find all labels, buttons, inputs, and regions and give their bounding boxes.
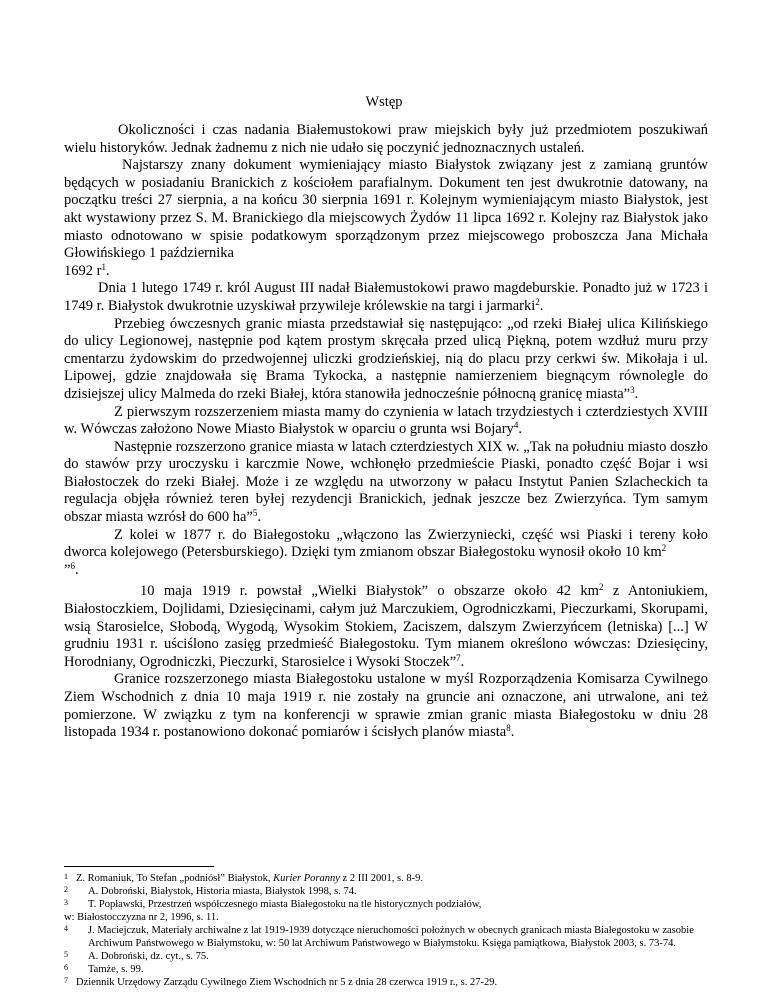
footnote-text: z 2 III 2001, s. 8-9. — [339, 873, 424, 884]
footnote-number: 4 — [64, 924, 68, 933]
footnote — [64, 872, 708, 885]
footnotes — [64, 872, 708, 989]
footnote-text: w: Białostocczyzna nr 2, 1996, s. 11. — [64, 912, 219, 923]
footnote-continuation — [64, 911, 708, 924]
footnote-number: 7 — [64, 976, 68, 985]
paragraph-text: Najstarszy znany dokument wymieniający miasto Białystok związany jest z zamianą gruntów będących w posiadaniu Branickich z kościołem parafialnym. Dokument ten jest dwukrotnie datowany, na początku treści 27 sierpnia, a na końcu 30 sierpnia 1691 r. Kolejnym wymieniającym miasto Białystok, jest akt wystawiony przez S. M. Branickiego dla miejscowych Żydów 11 lipca 1692 r. Kolejny raz Białystok jako miasto odnotowano w spisie podatkowym sporządzonym przez miejscowego proboszcza Jana Michała Głowińskiego 1 października — [64, 157, 708, 262]
superscript: 2 — [598, 582, 604, 593]
paragraph — [64, 122, 708, 157]
paragraph — [64, 439, 708, 527]
footnote-ref: 5 — [252, 508, 258, 519]
paragraph-text: . — [510, 724, 515, 741]
paragraph-text: . — [460, 653, 465, 670]
paragraph-text: Granice rozszerzonego miasta Białegostoku ustalone w myśl Rozporządzenia Komisarza Cywilnego Ziem Wschodnich z dnia 10 maja 1919 r. nie zostały na gruncie ani oznaczone, ani utrwalone, ani też pomierzone. W związku z tym na konferencji w sprawie zmian granic miasta Białegostoku w dniu 28 listopada 1934 r. postanowiono dokonać pomiarów i ścisłych planów miasta — [64, 671, 708, 741]
paragraph-text: Dnia 1 lutego 1749 r. król August III nadał Białemustokowi prawo magdeburskie. Ponadto już w 1723 i 1749 r. Białystok dwukrotnie uzyskiwał przywileje królewskie na targi i jarmarki — [64, 280, 708, 314]
paragraph-text: 1692 r — [64, 262, 102, 279]
paragraph — [64, 583, 708, 671]
footnote — [64, 924, 708, 950]
paragraph-text: . — [634, 385, 639, 402]
footnote-text: A. Dobroński, dz. cyt., s. 75. — [88, 951, 209, 962]
paragraph-text: . — [257, 509, 261, 526]
footnote-number: 3 — [64, 898, 68, 907]
footnote-ref: 1 — [101, 261, 106, 272]
footnote-ref: 2 — [535, 296, 540, 307]
paragraph — [64, 316, 708, 404]
paragraph-text: Z kolei w 1877 r. do Białegostoku „włączono las Zwierzyniecki, część wsi Piaski i tereny koło dworca kolejowego (Petersburskiego). Dzięki tym zmianom obszar Białegostoku wynosił około 10 km — [64, 526, 708, 561]
footnote-text: Tamże, s. 99. — [88, 964, 144, 975]
footnote-divider — [64, 866, 214, 867]
paragraph — [64, 404, 708, 439]
paragraph — [64, 671, 708, 741]
footnote-ref: 8 — [506, 723, 511, 734]
footnote-number: 6 — [64, 963, 68, 972]
footnote-ref: 7 — [456, 652, 461, 663]
paragraph — [64, 157, 708, 280]
paragraph-text: . — [105, 262, 110, 279]
footnote — [64, 976, 708, 989]
footnote-number: 1 — [64, 872, 68, 881]
footnote-italic-text: Kurier Poranny — [273, 873, 340, 884]
paragraph-text: . — [539, 297, 544, 314]
footnote-ref: 4 — [513, 420, 519, 431]
footnote-text: T. Popławski, Przestrzeń współczesnego miasta Białegostoku na tle historycznych podziałów, — [88, 899, 482, 910]
footnote-text: Dziennik Urzędowy Zarządu Cywilnego Ziem Wschodnich nr 5 z dnia 28 czerwca 1919 r., s. 27-29. — [76, 977, 498, 988]
paragraph-text: 10 maja 1919 r. powstał „Wielki Białystok” o obszarze około 42 km — [140, 583, 599, 600]
paragraph-text: . — [518, 421, 522, 438]
footnote-text: A. Dobroński, Białystok, Historia miasta, Białystok 1998, s. 74. — [88, 886, 357, 897]
footnote-text: J. Maciejczuk, Materiały archiwalne z lat 1919-1939 dotyczące nieruchomości położnych w obecnych granicach miasta Białegostoku w zasobie Archiwum Państwowego w Białymstoku, w: 50 lat Archiwum Państwowego w Białymstoku. Księga pamiątkowa, Białystok 2003, s. 73-74. — [88, 925, 694, 949]
footnote — [64, 898, 708, 911]
footnote-number: 2 — [64, 885, 68, 894]
footnote — [64, 885, 708, 898]
superscript: 2 — [661, 543, 667, 554]
paragraph — [64, 280, 708, 315]
footnote-ref: 3 — [630, 384, 635, 395]
footnote — [64, 950, 708, 963]
footnote — [64, 963, 708, 976]
paragraph-text: Przebieg ówczesnych granic miasta przedstawiał się następująco: „od rzeki Białej ulica Kilińskiego do ulicy Legionowej, następnie pod kątem prostym skręcała przed ulicą Piękną, potem wzdłuż muru przy cmentarzu żydowskim do przedwojennej uliczki grodzieńskiej, nią do placu przy cerkwi św. Mikołaja i ul. Lipowej, gdzie znajdowała się Brama Tykocka, a następnie namierzeniem biegnącym równolegle do dzisiejszej ulicy Malmeda do rzeki Białej, która stanowiła jednocześnie północną granicę miasta” — [64, 315, 708, 402]
page-title: Wstęp — [365, 94, 403, 110]
paragraph-text: Okoliczności i czas nadania Białemustokowi praw miejskich były już przedmiotem poszukiwań wielu historyków. Jednak żadnemu z nich nie udało się poczynić jednoznacznych ustaleń. — [64, 122, 708, 156]
paragraph-text: ” — [64, 561, 71, 578]
footnote-ref: 6 — [70, 560, 75, 571]
footnote-text: Z. Romaniuk, To Stefan „podniósł” Białystok, — [76, 873, 274, 884]
paragraph-text: z Antoniukiem, Białostoczkiem, Dojlidami, Dziesięcinami, całym już Marczukiem, Ogrodniczkami, Pieczurkami, Skorupami, wsią Starosielce, Słobodą, Wygodą, Wysokim Stokiem, Zaciszem, dalszym Zwierzyńcem (letniska) [...] W grudniu 1931 r. uściślono zasięg przedmieść Białegostoku. Tym mianem określono wówczas: Dziesięciny, Horodniany, Ogrodniczki, Pieczurki, Starosielce i Wysoki Stoczek” — [64, 583, 708, 670]
body-text — [64, 122, 708, 742]
paragraph-text: Z pierwszym rozszerzeniem miasta mamy do czynienia w latach trzydziestych i czterdziestych XVIII w. Wówczas założono Nowe Miasto Białystok w oparciu o grunta wsi Bojary — [64, 403, 708, 438]
paragraph-text: . — [74, 561, 79, 578]
paragraph — [64, 527, 708, 580]
paragraph-text: Następnie rozszerzono granice miasta w latach czterdziestych XIX w. „Tak na południu miasto doszło do stawów przy uroczysku i karczmie Nowe, wchłonęło przedmieście Piaski, ponadto część Bojar i wsi Białostoczek do rzeki Białej. Może i ze względu na utworzony w pałacu Instytut Panien Szlacheckich ta regulacja objęła również teren byłej rezydencji Branickich, jednak jeszcze bez Zwierzyńca. Tym samym obszar miasta wzrósł do 600 ha” — [64, 438, 708, 526]
footnote-number: 5 — [64, 950, 68, 959]
